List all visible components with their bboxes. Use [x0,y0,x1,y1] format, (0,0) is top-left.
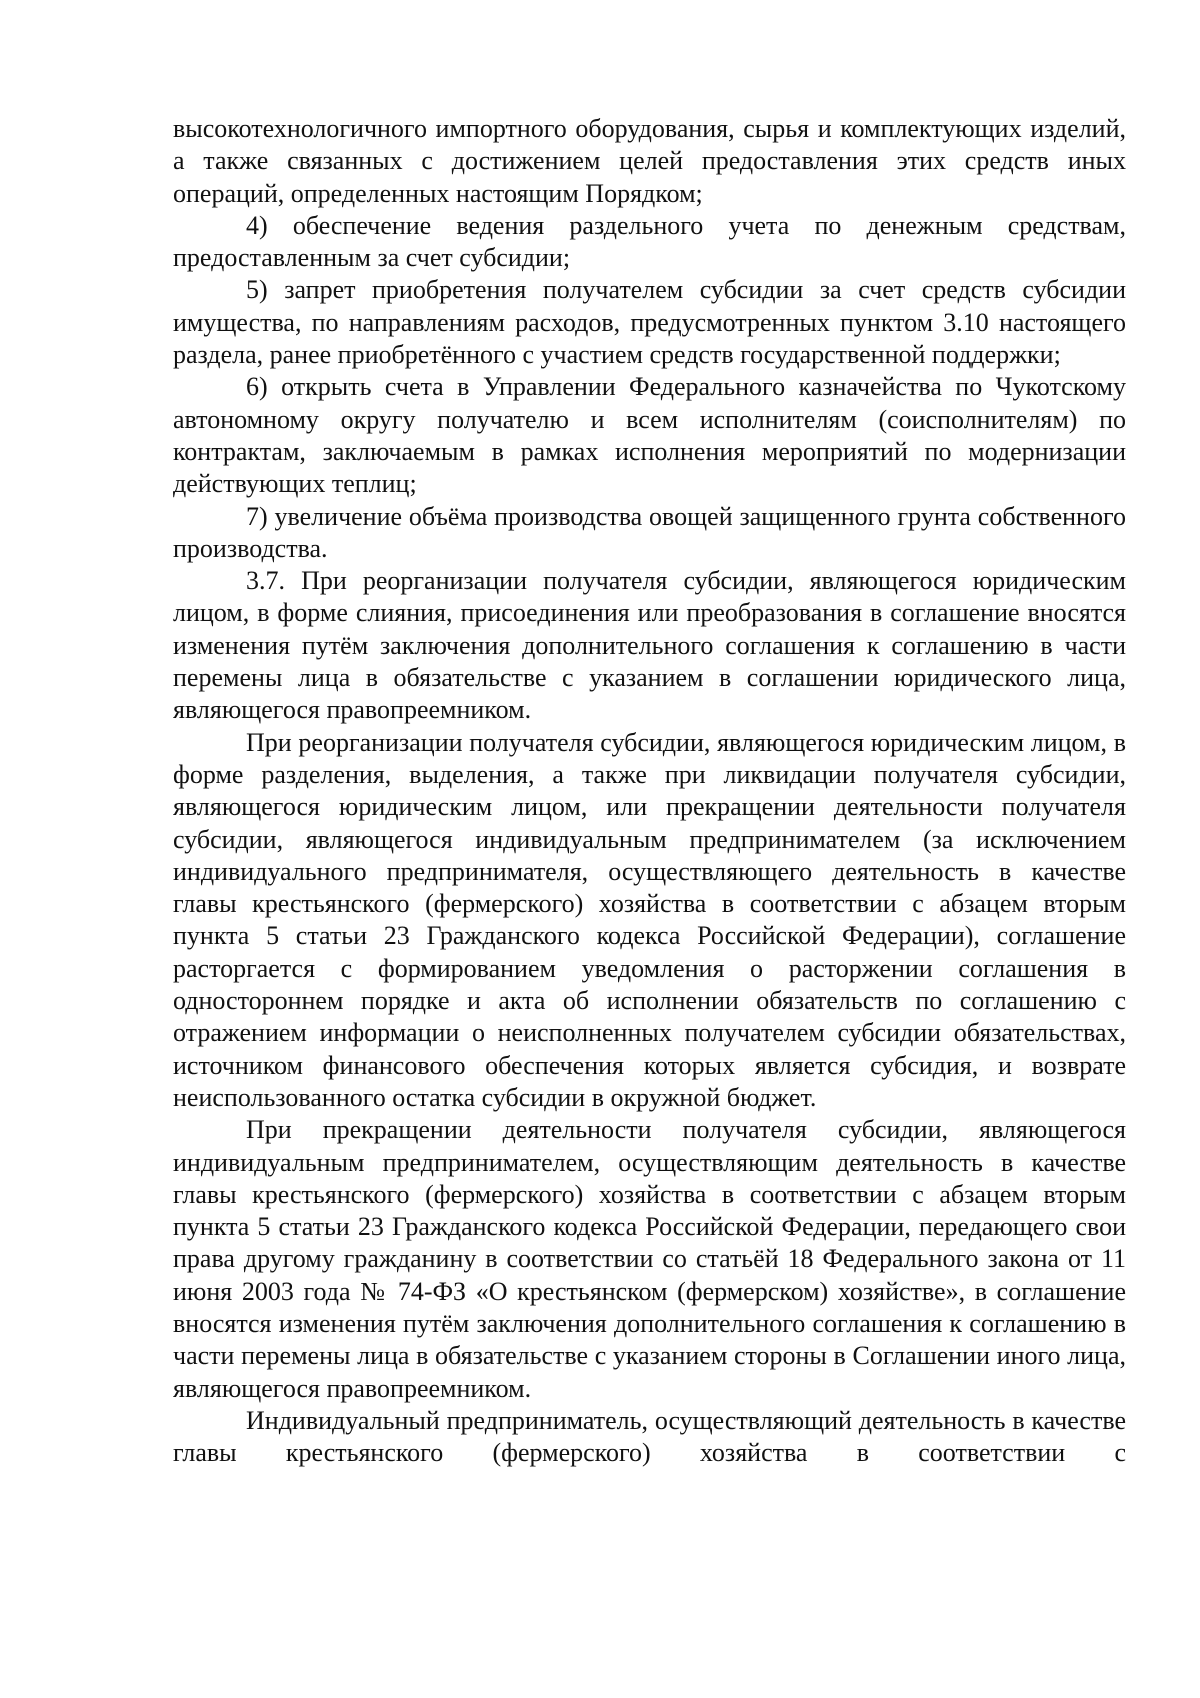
paragraph-termination: При прекращении деятельности получателя субсидии, являющегося индивидуальным предпринимателем, осуществляющим деятельность в качестве главы крестьянского (фермерского) хозяйства в соответствии с абзацем вторым пункта 5 статьи 23 Гражданского кодекса Российской Федерации, передающего свои права другому гражданину в соответствии со статьёй 18 Федерального закона от 11 июня 2003 года № 74-ФЗ «О крестьянском (фермерском) хозяйстве», в соглашение вносятся изменения путём заключения дополнительного соглашения к соглашению в части перемены лица в обязательстве с указанием стороны в Соглашении иного лица, являющегося правопреемником. [173,1115,1126,1403]
paragraph-section-3-7: 3.7. При реорганизации получателя субсидии, являющегося юридическим лицом, в форме слияния, присоединения или преобразования в соглашение вносятся изменения путём заключения дополнительного соглашения к соглашению в части перемены лица в обязательстве с указанием в соглашении юридического лица, являющегося правопреемником. [173,566,1126,725]
paragraph-item-4: 4) обеспечение ведения раздельного учета по денежным средствам, предоставленным за счет субсидии; [173,210,1126,273]
paragraph-item-6: 6) открыть счета в Управлении Федерального казначейства по Чукотскому автономному округу получателю и всем исполнителям (соисполнителям) по контрактам, заключаемым в рамках исполнения мероприятий по модернизации действующих теплиц; [173,372,1126,499]
paragraph-continuation: высокотехнологичного импортного оборудования, сырья и комплектующих изделий, а также связанных с достижением целей предоставления этих средств иных операций, определенных настоящим Порядком; [173,114,1126,208]
paragraph-item-7: 7) увеличение объёма производства овощей защищенного грунта собственного производства. [173,501,1126,563]
paragraph-entrepreneur: Индивидуальный предприниматель, осуществляющий деятельность в качестве главы крестьянского (фермерского) хозяйства в соответствии с [173,1405,1126,1468]
paragraph-reorganization: При реорганизации получателя субсидии, являющегося юридическим лицом, в форме разделения, выделения, а также при ликвидации получателя субсидии, являющегося юридическим лицом, или прекращении деятельности получателя субсидии, являющегося индивидуальным предпринимателем (за исключением индивидуального предпринимателя, осуществляющего деятельность в качестве главы крестьянского (фермерского) хозяйства в соответствии с абзацем вторым пункта 5 статьи 23 Гражданского кодекса Российской Федерации), соглашение расторгается с формированием уведомления о расторжении соглашения в одностороннем порядке и акта об исполнении обязательств по соглашению с отражением информации о неисполненных получателем субсидии обязательствах, источником финансового обеспечения которых является субсидия, и возврате неиспользованного остатка субсидии в окружной бюджет. [173,727,1126,1112]
paragraph-item-5: 5) запрет приобретения получателем субсидии за счет средств субсидии имущества, по направлениям расходов, предусмотренных пунктом 3.10 настоящего раздела, ранее приобретённого с участием средств государственной поддержки; [173,275,1126,370]
document-body [173,113,1126,1469]
